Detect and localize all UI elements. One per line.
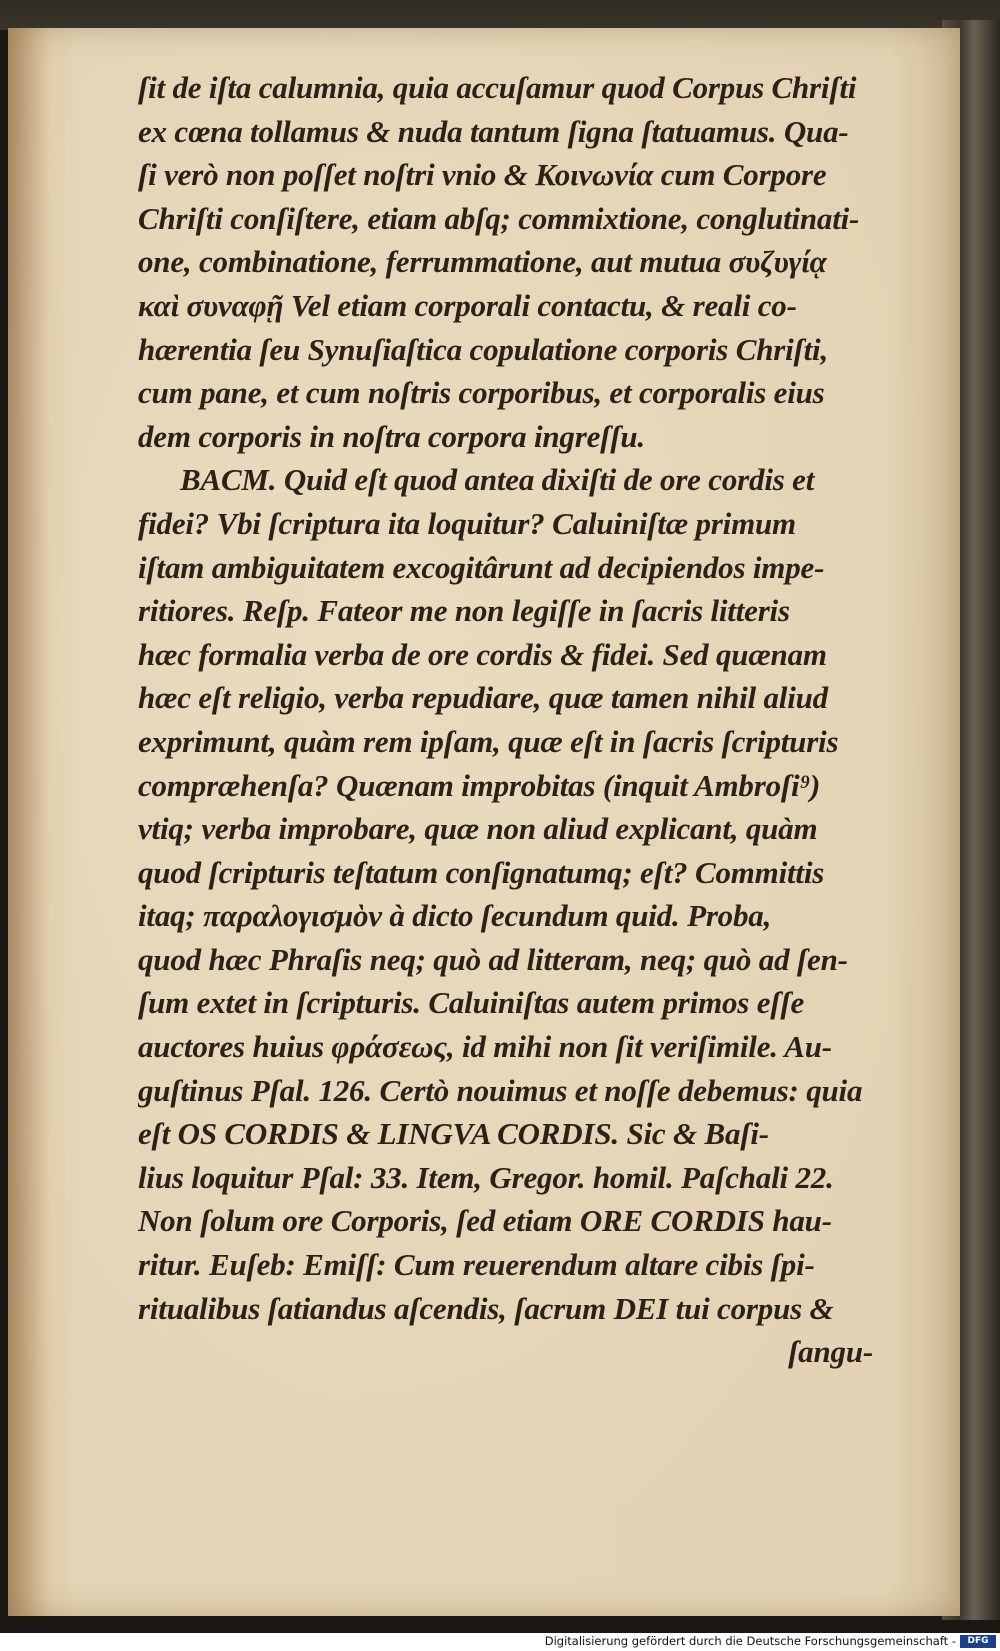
text-line: lius loquitur Pſal: 33. Item, Gregor. homil. Paſchali 22.: [138, 1159, 834, 1195]
paragraph-first-line: BACM. Quid eſt quod antea dixiſti de ore cordis et: [180, 462, 815, 498]
text-line: iſtam ambiguitatem excogitârunt ad decipiendos impe-: [138, 549, 825, 585]
text-line: ſum extet in ſcripturis. Caluiniſtas autem primos eſſe: [138, 985, 805, 1021]
text-line: quod ſcripturis teſtatum conſignatumq; eſt? Committis: [138, 854, 825, 890]
text-line: ritiores. Reſp. Fateor me non legiſſe in ſacris litteris: [138, 593, 790, 629]
text-line: eſt OS CORDIS & LINGVA CORDIS. Sic & Baſi-: [138, 1116, 769, 1152]
text-line: compræhenſa? Quænam improbitas (inquit Ambroſi⁹): [138, 767, 821, 803]
text-line: auctores huius φράσεως, id mihi non ſit veriſimile. Au-: [138, 1029, 832, 1065]
text-line: quod hæc Phraſis neq; quò ad litteram, neq; quò ad ſen-: [138, 941, 848, 977]
text-line: hæc eſt religio, verba repudiare, quæ tamen nihil aliud: [138, 680, 828, 716]
catchword: ſangu-: [788, 1334, 873, 1370]
text-line: itaq; παραλογισμὸν à dicto ſecundum quid. Proba,: [138, 898, 772, 934]
book-top-edge: [0, 0, 1000, 30]
page-gutter-shadow: [8, 28, 50, 1616]
text-line: ſit de iſta calumnia, quia accuſamur quod Corpus Chriſti: [138, 70, 857, 105]
text-line: one, combinatione, ferrummatione, aut mutua συζυγίᾳ: [138, 244, 827, 280]
text-line: ritualibus ſatiandus aſcendis, ſacrum DEI tui corpus &: [138, 1290, 834, 1326]
text-line: guſtinus Pſal. 126. Certò nouimus et noſſe debemus: quia: [138, 1072, 863, 1108]
text-line: ritur. Euſeb: Emiſſ: Cum reuerendum altare cibis ſpi-: [138, 1247, 815, 1283]
text-line: exprimunt, quàm rem ipſam, quæ eſt in ſacris ſcripturis: [138, 723, 839, 759]
text-line: fidei? Vbi ſcriptura ita loquitur? Caluiniſtæ primum: [138, 505, 796, 541]
text-line: dem corporis in noſtra corpora ingreſſu.: [138, 418, 645, 454]
funding-credit: Digitalisierung gefördert durch die Deutsche Forschungsgemeinschaft -: [544, 1634, 956, 1648]
text-line: hæc formalia verba de ore cordis & fidei. Sed quænam: [138, 636, 827, 672]
text-line: καὶ συναφῇ Vel etiam corporali contactu, & reali co-: [138, 287, 797, 323]
dfg-logo: DFG: [960, 1635, 996, 1648]
text-line: vtiq; verba improbare, quæ non aliud explicant, quàm: [138, 811, 818, 847]
text-line: Non ſolum ore Corporis, ſed etiam ORE CORDIS hau-: [138, 1203, 832, 1239]
page-text-block: [138, 66, 873, 1374]
text-line: hærentia ſeu Synuſiaſtica copulatione corporis Chriſti,: [138, 331, 829, 367]
text-line: ex cœna tollamus & nuda tantum ſigna ſtatuamus. Qua-: [138, 113, 849, 149]
text-line: cum pane, et cum noſtris corporibus, et corporalis eius: [138, 375, 825, 411]
text-line: Chriſti conſiſtere, etiam abſq; commixtione, conglutinati-: [138, 200, 860, 236]
text-line: ſi verò non poſſet noſtri vnio & Κοινωνία cum Corpore: [138, 157, 827, 193]
